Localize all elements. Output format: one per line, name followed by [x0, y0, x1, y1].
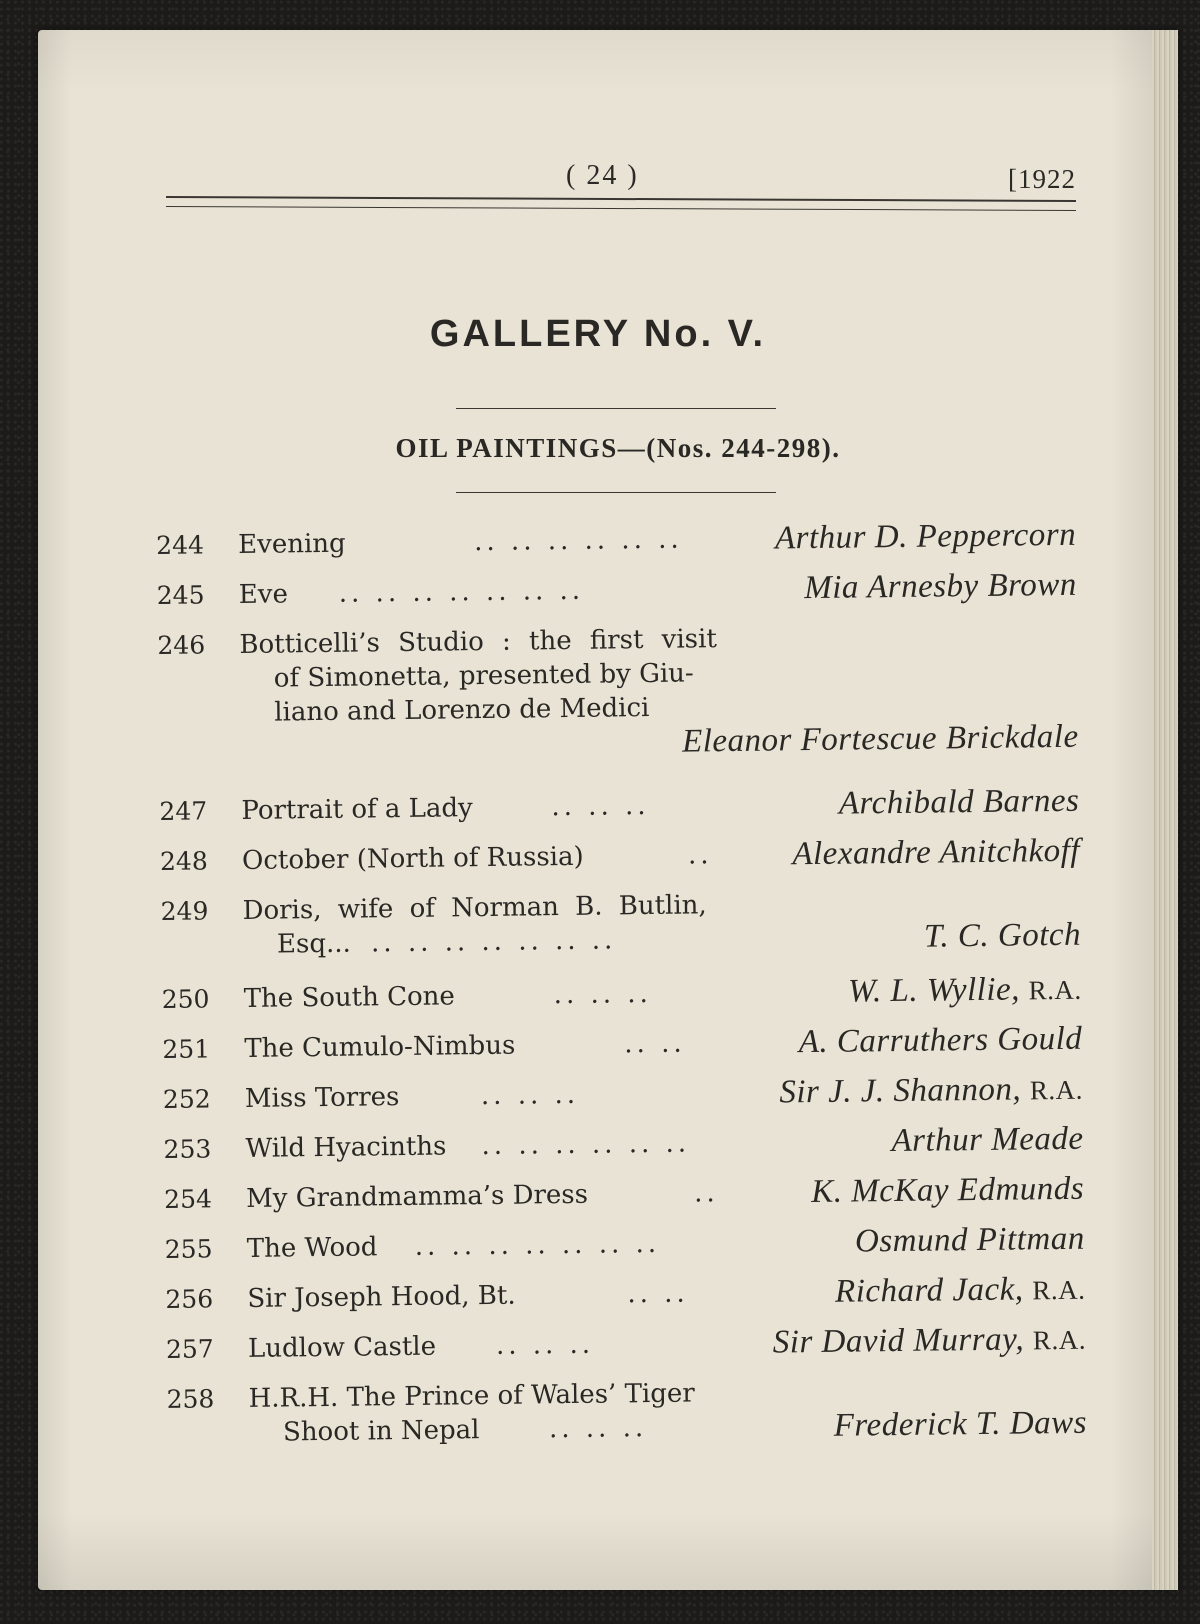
dot-leader: .. .. .. .. .. .. .. [370, 925, 617, 959]
dot-leader: .. [693, 1178, 719, 1209]
entry-number: 247 [159, 796, 208, 826]
dot-leader: .. .. .. .. .. .. .. [338, 575, 585, 609]
entry-title: Sir Joseph Hood, Bt. [247, 1280, 516, 1314]
entry-artist: T. C. Gotch [923, 916, 1082, 955]
entry-number: 245 [156, 580, 205, 610]
year-marker: [1922 [1008, 164, 1076, 194]
title-rule-bottom [456, 492, 776, 493]
dot-leader: .. .. .. [495, 1329, 595, 1361]
entry-252 [163, 1073, 1083, 1118]
dot-leader: .. .. .. [480, 1079, 580, 1112]
entry-number: 248 [159, 846, 208, 876]
dot-leader: .. [687, 840, 713, 871]
entry-artist: Arthur Meade [891, 1120, 1084, 1160]
entry-title-line: liano and Lorenzo de Medici [274, 692, 650, 728]
entry-245 [156, 566, 1077, 614]
entry-title: The Cumulo-Nimbus [244, 1030, 516, 1064]
dot-leader: .. .. .. [551, 790, 650, 823]
entry-artist: Mia Arnesby Brown [804, 566, 1077, 607]
entry-artist: Richard Jack, R.A. [834, 1271, 1086, 1310]
entry-number: 246 [157, 630, 206, 660]
entry-256 [165, 1273, 1085, 1318]
entry-artist: Frederick T. Daws [833, 1404, 1088, 1444]
entry-title-line: Esq... [276, 928, 352, 960]
entry-248 [159, 832, 1081, 880]
entry-number: 258 [166, 1384, 215, 1414]
entry-title: The South Cone [243, 981, 455, 1014]
entry-258 [166, 1373, 1087, 1456]
dot-leader: .. .. .. .. .. .. .. [414, 1228, 661, 1262]
entry-title: Eve [238, 579, 289, 610]
entry-artist: W. L. Wyllie, R.A. [847, 971, 1082, 1010]
dot-leader: .. .. .. [553, 978, 653, 1011]
entry-title: Miss Torres [244, 1082, 400, 1114]
page-edge [1152, 30, 1178, 1590]
entry-artist: K. McKay Edmunds [811, 1170, 1085, 1211]
entry-number: 253 [163, 1134, 212, 1164]
catalogue-page [38, 30, 1178, 1590]
entry-artist: Alexandre Anitchkoff [792, 832, 1081, 873]
entry-255 [164, 1220, 1085, 1268]
entry-title-line: of Simonetta, presented by Giu- [273, 658, 694, 694]
entry-number: 249 [160, 896, 209, 926]
section-title: OIL PAINTINGS—(Nos. 244-298). [395, 433, 841, 463]
gallery-title: GALLERY No. V. [429, 313, 767, 355]
entry-artist: Eleanor Fortescue Brickdale [681, 718, 1079, 760]
entry-title-line: Shoot in Nepal [282, 1415, 480, 1448]
dot-leader: .. .. [627, 1278, 689, 1310]
entry-254 [164, 1170, 1085, 1218]
dot-leader: .. .. .. [548, 1413, 648, 1445]
entry-title: Evening [238, 528, 346, 560]
entry-number: 252 [162, 1084, 211, 1114]
dot-leader: .. .. .. .. .. .. [481, 1128, 691, 1162]
entry-title: October (North of Russia) [241, 841, 584, 876]
page-number: ( 24 ) [566, 160, 639, 191]
entry-title-line: Botticelli’s Studio : the first visit [239, 624, 717, 660]
entry-artist: A. Carruthers Gould [798, 1020, 1083, 1061]
entry-246 [157, 619, 1079, 780]
entry-257 [166, 1323, 1086, 1368]
entry-artist: Osmund Pittman [854, 1220, 1085, 1260]
entry-artist: Sir David Murray, R.A. [772, 1321, 1087, 1361]
entry-title: Portrait of a Lady [241, 793, 473, 826]
entry-number: 255 [164, 1234, 213, 1264]
title-rule-top [456, 408, 776, 409]
entry-title-line: H.R.H. The Prince of Wales’ Tiger [248, 1378, 695, 1414]
entry-number: 256 [165, 1284, 214, 1314]
entry-title: My Grandmamma’s Dress [245, 1179, 589, 1214]
entry-title: The Wood [246, 1232, 378, 1264]
entry-250 [162, 973, 1082, 1018]
entry-title: Wild Hyacinths [245, 1131, 447, 1164]
running-head [166, 160, 1076, 200]
entry-artist: Arthur D. Peppercorn [774, 516, 1077, 557]
entries-list [156, 516, 1088, 1472]
entry-number: 251 [162, 1034, 211, 1064]
entry-247 [159, 782, 1080, 830]
dot-leader: .. .. .. .. .. .. [473, 524, 683, 558]
entry-artist: Archibald Barnes [838, 782, 1080, 822]
entry-number: 257 [165, 1334, 214, 1364]
dot-leader: .. .. [624, 1028, 686, 1060]
entry-artist: Sir J. J. Shannon, R.A. [779, 1071, 1084, 1111]
entry-number: 254 [164, 1184, 213, 1214]
entry-249 [160, 885, 1081, 968]
entry-251 [162, 1020, 1083, 1068]
entry-title: Ludlow Castle [247, 1331, 437, 1364]
entry-title-line: Doris, wife of Norman B. Butlin, [242, 890, 707, 926]
entry-244 [156, 516, 1077, 564]
entry-number: 250 [161, 984, 210, 1014]
entry-number: 244 [156, 530, 205, 560]
entry-253 [163, 1120, 1084, 1168]
